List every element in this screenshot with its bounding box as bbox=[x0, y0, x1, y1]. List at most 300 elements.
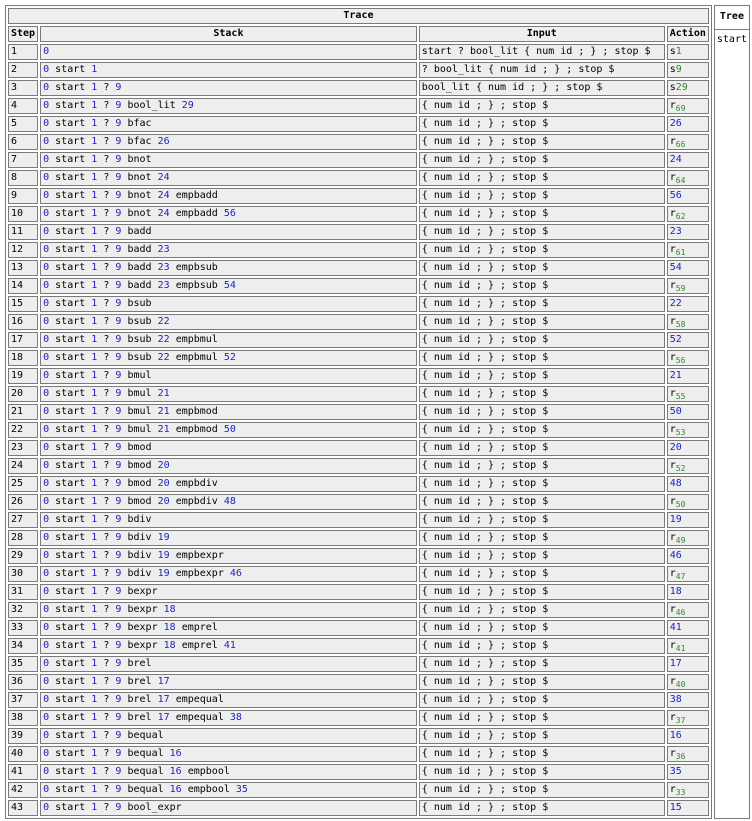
stack-symbol: bmod bbox=[127, 496, 152, 507]
input-cell: { num id ; } ; stop $ bbox=[419, 278, 665, 294]
stack-state: 0 bbox=[43, 532, 50, 543]
stack-state: 16 bbox=[169, 784, 182, 795]
table-row bbox=[8, 512, 709, 528]
stack-symbol: empbdiv bbox=[175, 478, 218, 489]
stack-symbol: empbadd bbox=[175, 208, 218, 219]
stack-symbol: start bbox=[55, 460, 86, 471]
reduce-letter: r bbox=[669, 208, 676, 219]
stack-state: 0 bbox=[43, 334, 50, 345]
stack-state: 0 bbox=[43, 442, 50, 453]
step-cell: 26 bbox=[8, 494, 38, 510]
stack-state: 1 bbox=[91, 316, 98, 327]
reduce-letter: r bbox=[669, 784, 676, 795]
table-row bbox=[8, 404, 709, 420]
step-cell: 9 bbox=[8, 188, 38, 204]
stack-state: 1 bbox=[91, 154, 98, 165]
stack-state: 9 bbox=[115, 262, 122, 273]
stack-symbol: ? bbox=[103, 208, 110, 219]
stack-cell bbox=[40, 152, 417, 168]
reduce-letter: r bbox=[669, 244, 676, 255]
stack-state: 22 bbox=[157, 316, 170, 327]
stack-state: 17 bbox=[157, 676, 170, 687]
reduce-rule: 33 bbox=[675, 788, 686, 797]
stack-state: 9 bbox=[115, 712, 122, 723]
table-row bbox=[8, 62, 709, 78]
input-cell: { num id ; } ; stop $ bbox=[419, 548, 665, 564]
trace-table bbox=[6, 6, 711, 818]
stack-state: 1 bbox=[91, 82, 98, 93]
stack-state: 1 bbox=[91, 64, 98, 75]
stack-symbol: ? bbox=[103, 766, 110, 777]
input-cell: { num id ; } ; stop $ bbox=[419, 566, 665, 582]
action-cell bbox=[667, 800, 709, 816]
goto-target: 16 bbox=[669, 730, 682, 741]
stack-symbol: start bbox=[55, 298, 86, 309]
stack-state: 9 bbox=[115, 244, 122, 255]
input-cell: { num id ; } ; stop $ bbox=[419, 476, 665, 492]
stack-state: 0 bbox=[43, 388, 50, 399]
input-cell: { num id ; } ; stop $ bbox=[419, 764, 665, 780]
stack-symbol: emprel bbox=[181, 622, 218, 633]
stack-symbol: empequal bbox=[175, 712, 224, 723]
table-row bbox=[8, 152, 709, 168]
input-cell: { num id ; } ; stop $ bbox=[419, 134, 665, 150]
action-cell bbox=[667, 188, 709, 204]
stack-symbol: badd bbox=[127, 244, 152, 255]
stack-state: 0 bbox=[43, 316, 50, 327]
stack-cell bbox=[40, 422, 417, 438]
stack-state: 0 bbox=[43, 190, 50, 201]
stack-symbol: start bbox=[55, 622, 86, 633]
step-cell: 41 bbox=[8, 764, 38, 780]
step-cell: 12 bbox=[8, 242, 38, 258]
stack-symbol: empequal bbox=[175, 694, 224, 705]
stack-symbol: bdiv bbox=[127, 514, 152, 525]
stack-symbol: bfac bbox=[127, 118, 152, 129]
stack-state: 9 bbox=[115, 532, 122, 543]
step-cell: 42 bbox=[8, 782, 38, 798]
stack-state: 0 bbox=[43, 406, 50, 417]
action-cell bbox=[667, 746, 709, 762]
stack-state: 0 bbox=[43, 550, 50, 561]
stack-state: 1 bbox=[91, 424, 98, 435]
stack-symbol: empbadd bbox=[175, 190, 218, 201]
action-cell bbox=[667, 404, 709, 420]
step-cell: 20 bbox=[8, 386, 38, 402]
stack-cell bbox=[40, 566, 417, 582]
stack-symbol: empbsub bbox=[175, 262, 218, 273]
stack-cell bbox=[40, 368, 417, 384]
stack-state: 1 bbox=[91, 622, 98, 633]
stack-symbol: start bbox=[55, 352, 86, 363]
shift-letter: s bbox=[669, 82, 676, 93]
stack-symbol: bdiv bbox=[127, 550, 152, 561]
stack-state: 9 bbox=[115, 676, 122, 687]
stack-state: 9 bbox=[115, 226, 122, 237]
stack-symbol: bsub bbox=[127, 298, 152, 309]
stack-state: 9 bbox=[115, 424, 122, 435]
stack-state: 35 bbox=[235, 784, 248, 795]
step-cell: 38 bbox=[8, 710, 38, 726]
table-row bbox=[8, 692, 709, 708]
action-cell bbox=[667, 422, 709, 438]
stack-symbol: start bbox=[55, 262, 86, 273]
stack-state: 9 bbox=[115, 748, 122, 759]
goto-target: 20 bbox=[669, 442, 682, 453]
stack-symbol: brel bbox=[127, 712, 152, 723]
reduce-letter: r bbox=[669, 100, 676, 111]
input-cell: { num id ; } ; stop $ bbox=[419, 530, 665, 546]
reduce-rule: 37 bbox=[675, 716, 686, 725]
action-cell bbox=[667, 62, 709, 78]
table-row bbox=[8, 800, 709, 816]
stack-symbol: bsub bbox=[127, 352, 152, 363]
stack-state: 9 bbox=[115, 208, 122, 219]
stack-state: 16 bbox=[169, 766, 182, 777]
stack-state: 9 bbox=[115, 658, 122, 669]
stack-state: 0 bbox=[43, 64, 50, 75]
step-cell: 3 bbox=[8, 80, 38, 96]
stack-symbol: ? bbox=[103, 460, 110, 471]
goto-target: 46 bbox=[669, 550, 682, 561]
table-row bbox=[8, 458, 709, 474]
stack-state: 0 bbox=[43, 280, 50, 291]
tree-title: Tree bbox=[715, 6, 749, 30]
stack-cell bbox=[40, 656, 417, 672]
step-cell: 34 bbox=[8, 638, 38, 654]
reduce-rule: 50 bbox=[675, 500, 686, 509]
stack-symbol: start bbox=[55, 226, 86, 237]
input-cell: { num id ; } ; stop $ bbox=[419, 800, 665, 816]
stack-state: 16 bbox=[169, 748, 182, 759]
input-cell: { num id ; } ; stop $ bbox=[419, 386, 665, 402]
stack-symbol: bnot bbox=[127, 154, 152, 165]
stack-symbol: start bbox=[55, 280, 86, 291]
step-cell: 43 bbox=[8, 800, 38, 816]
stack-symbol: bmod bbox=[127, 460, 152, 471]
stack-state: 9 bbox=[115, 640, 122, 651]
reduce-rule: 66 bbox=[675, 140, 686, 149]
table-row bbox=[8, 224, 709, 240]
stack-symbol: ? bbox=[103, 190, 110, 201]
stack-state: 0 bbox=[43, 766, 50, 777]
stack-state: 20 bbox=[157, 460, 170, 471]
stack-symbol: bmul bbox=[127, 406, 152, 417]
step-cell: 11 bbox=[8, 224, 38, 240]
action-cell bbox=[667, 134, 709, 150]
stack-state: 1 bbox=[91, 586, 98, 597]
stack-state: 20 bbox=[157, 496, 170, 507]
input-cell: { num id ; } ; stop $ bbox=[419, 656, 665, 672]
action-cell bbox=[667, 530, 709, 546]
table-row bbox=[8, 332, 709, 348]
reduce-rule: 52 bbox=[675, 464, 686, 473]
stack-cell bbox=[40, 620, 417, 636]
stack-state: 1 bbox=[91, 478, 98, 489]
stack-symbol: ? bbox=[103, 550, 110, 561]
stack-state: 23 bbox=[157, 262, 170, 273]
reduce-letter: r bbox=[669, 460, 676, 471]
stack-cell bbox=[40, 674, 417, 690]
stack-state: 0 bbox=[43, 622, 50, 633]
stack-state: 9 bbox=[115, 460, 122, 471]
table-row bbox=[8, 44, 709, 60]
reduce-letter: r bbox=[669, 172, 676, 183]
reduce-letter: r bbox=[669, 604, 676, 615]
goto-target: 17 bbox=[669, 658, 682, 669]
stack-cell bbox=[40, 44, 417, 60]
action-cell bbox=[667, 278, 709, 294]
table-row bbox=[8, 314, 709, 330]
table-row bbox=[8, 476, 709, 492]
stack-cell bbox=[40, 494, 417, 510]
reduce-letter: r bbox=[669, 352, 676, 363]
stack-cell bbox=[40, 440, 417, 456]
stack-symbol: start bbox=[55, 676, 86, 687]
stack-cell bbox=[40, 530, 417, 546]
stack-state: 1 bbox=[91, 730, 98, 741]
stack-state: 9 bbox=[115, 370, 122, 381]
stack-symbol: ? bbox=[103, 334, 110, 345]
goto-target: 48 bbox=[669, 478, 682, 489]
stack-state: 9 bbox=[115, 622, 122, 633]
stack-state: 0 bbox=[43, 244, 50, 255]
stack-symbol: ? bbox=[103, 640, 110, 651]
stack-symbol: ? bbox=[103, 226, 110, 237]
stack-state: 24 bbox=[157, 190, 170, 201]
input-cell: { num id ; } ; stop $ bbox=[419, 674, 665, 690]
table-row bbox=[8, 584, 709, 600]
stack-state: 9 bbox=[115, 730, 122, 741]
stack-state: 9 bbox=[115, 136, 122, 147]
reduce-rule: 36 bbox=[675, 752, 686, 761]
stack-cell bbox=[40, 638, 417, 654]
reduce-letter: r bbox=[669, 424, 676, 435]
stack-state: 1 bbox=[91, 676, 98, 687]
stack-cell bbox=[40, 260, 417, 276]
stack-symbol: bequal bbox=[127, 766, 164, 777]
stack-state: 1 bbox=[91, 802, 98, 813]
step-cell: 36 bbox=[8, 674, 38, 690]
table-row bbox=[8, 746, 709, 762]
stack-state: 0 bbox=[43, 640, 50, 651]
stack-cell bbox=[40, 296, 417, 312]
input-cell: { num id ; } ; stop $ bbox=[419, 170, 665, 186]
step-cell: 24 bbox=[8, 458, 38, 474]
stack-state: 9 bbox=[115, 298, 122, 309]
stack-symbol: bexpr bbox=[127, 622, 158, 633]
input-cell: bool_lit { num id ; } ; stop $ bbox=[419, 80, 665, 96]
input-cell: { num id ; } ; stop $ bbox=[419, 728, 665, 744]
stack-symbol: start bbox=[55, 748, 86, 759]
shift-letter: s bbox=[669, 46, 676, 57]
stack-state: 1 bbox=[91, 334, 98, 345]
stack-symbol: start bbox=[55, 190, 86, 201]
table-row bbox=[8, 710, 709, 726]
stack-symbol: empbmul bbox=[175, 352, 218, 363]
stack-state: 9 bbox=[115, 442, 122, 453]
stack-symbol: start bbox=[55, 172, 86, 183]
action-cell bbox=[667, 296, 709, 312]
stack-state: 1 bbox=[91, 190, 98, 201]
stack-symbol: start bbox=[55, 712, 86, 723]
stack-cell bbox=[40, 782, 417, 798]
reduce-letter: r bbox=[669, 316, 676, 327]
stack-state: 9 bbox=[115, 172, 122, 183]
input-cell: { num id ; } ; stop $ bbox=[419, 638, 665, 654]
input-cell: { num id ; } ; stop $ bbox=[419, 602, 665, 618]
stack-cell bbox=[40, 134, 417, 150]
stack-symbol: empbool bbox=[187, 766, 230, 777]
step-cell: 39 bbox=[8, 728, 38, 744]
reduce-rule: 40 bbox=[675, 680, 686, 689]
stack-state: 48 bbox=[223, 496, 236, 507]
reduce-rule: 56 bbox=[675, 356, 686, 365]
stack-symbol: start bbox=[55, 406, 86, 417]
stack-cell bbox=[40, 692, 417, 708]
table-row bbox=[8, 548, 709, 564]
input-cell: start ? bool_lit { num id ; } ; stop $ bbox=[419, 44, 665, 60]
reduce-rule: 58 bbox=[675, 320, 686, 329]
table-row bbox=[8, 368, 709, 384]
stack-symbol: ? bbox=[103, 388, 110, 399]
stack-cell bbox=[40, 584, 417, 600]
stack-state: 0 bbox=[43, 568, 50, 579]
stack-symbol: ? bbox=[103, 586, 110, 597]
stack-symbol: ? bbox=[103, 712, 110, 723]
stack-cell bbox=[40, 278, 417, 294]
trace-container bbox=[5, 5, 712, 819]
stack-symbol: bexpr bbox=[127, 640, 158, 651]
stack-state: 9 bbox=[115, 118, 122, 129]
stack-cell bbox=[40, 710, 417, 726]
action-cell bbox=[667, 332, 709, 348]
stack-symbol: start bbox=[55, 154, 86, 165]
stack-symbol: bequal bbox=[127, 730, 164, 741]
table-row bbox=[8, 296, 709, 312]
stack-cell bbox=[40, 746, 417, 762]
stack-state: 21 bbox=[157, 424, 170, 435]
action-cell bbox=[667, 116, 709, 132]
stack-cell bbox=[40, 728, 417, 744]
stack-symbol: ? bbox=[103, 82, 110, 93]
table-row bbox=[8, 764, 709, 780]
stack-state: 1 bbox=[91, 118, 98, 129]
stack-state: 9 bbox=[115, 694, 122, 705]
input-cell: { num id ; } ; stop $ bbox=[419, 188, 665, 204]
action-cell bbox=[667, 314, 709, 330]
stack-state: 22 bbox=[157, 352, 170, 363]
stack-symbol: empbool bbox=[187, 784, 230, 795]
reduce-rule: 64 bbox=[675, 176, 686, 185]
stack-symbol: bexpr bbox=[127, 604, 158, 615]
reduce-rule: 46 bbox=[675, 608, 686, 617]
stack-state: 9 bbox=[115, 802, 122, 813]
stack-symbol: emprel bbox=[181, 640, 218, 651]
stack-symbol: start bbox=[55, 640, 86, 651]
step-cell: 40 bbox=[8, 746, 38, 762]
trace-rows bbox=[8, 44, 709, 816]
stack-symbol: bmod bbox=[127, 478, 152, 489]
stack-state: 1 bbox=[91, 532, 98, 543]
action-cell bbox=[667, 386, 709, 402]
stack-symbol: start bbox=[55, 514, 86, 525]
stack-symbol: ? bbox=[103, 730, 110, 741]
stack-state: 1 bbox=[91, 784, 98, 795]
stack-state: 9 bbox=[115, 478, 122, 489]
stack-state: 1 bbox=[91, 244, 98, 255]
stack-state: 1 bbox=[91, 208, 98, 219]
action-cell bbox=[667, 152, 709, 168]
stack-state: 1 bbox=[91, 460, 98, 471]
stack-state: 23 bbox=[157, 244, 170, 255]
stack-symbol: ? bbox=[103, 802, 110, 813]
stack-state: 1 bbox=[91, 658, 98, 669]
table-row bbox=[8, 782, 709, 798]
step-cell: 1 bbox=[8, 44, 38, 60]
stack-state: 41 bbox=[223, 640, 236, 651]
stack-state: 20 bbox=[157, 478, 170, 489]
step-cell: 27 bbox=[8, 512, 38, 528]
stack-symbol: ? bbox=[103, 424, 110, 435]
goto-target: 19 bbox=[669, 514, 682, 525]
stack-symbol: ? bbox=[103, 352, 110, 363]
stack-symbol: ? bbox=[103, 532, 110, 543]
action-cell bbox=[667, 44, 709, 60]
stack-state: 9 bbox=[115, 406, 122, 417]
input-cell: { num id ; } ; stop $ bbox=[419, 152, 665, 168]
reduce-rule: 53 bbox=[675, 428, 686, 437]
stack-symbol: ? bbox=[103, 406, 110, 417]
stack-symbol: ? bbox=[103, 622, 110, 633]
step-cell: 19 bbox=[8, 368, 38, 384]
stack-state: 0 bbox=[43, 136, 50, 147]
reduce-rule: 61 bbox=[675, 248, 686, 257]
input-cell: { num id ; } ; stop $ bbox=[419, 620, 665, 636]
stack-symbol: ? bbox=[103, 172, 110, 183]
stack-symbol: ? bbox=[103, 100, 110, 111]
stack-symbol: bnot bbox=[127, 172, 152, 183]
input-cell: { num id ; } ; stop $ bbox=[419, 260, 665, 276]
stack-symbol: bsub bbox=[127, 316, 152, 327]
stack-symbol: start bbox=[55, 424, 86, 435]
step-cell: 32 bbox=[8, 602, 38, 618]
stack-symbol: empbsub bbox=[175, 280, 218, 291]
stack-symbol: empbmod bbox=[175, 424, 218, 435]
stack-cell bbox=[40, 764, 417, 780]
goto-target: 56 bbox=[669, 190, 682, 201]
stack-symbol: ? bbox=[103, 694, 110, 705]
stack-state: 18 bbox=[163, 622, 176, 633]
reduce-letter: r bbox=[669, 712, 676, 723]
stack-symbol: start bbox=[55, 244, 86, 255]
reduce-letter: r bbox=[669, 388, 676, 399]
stack-symbol: bool_lit bbox=[127, 100, 176, 111]
trace-title: Trace bbox=[8, 8, 709, 24]
table-row bbox=[8, 530, 709, 546]
stack-symbol: bdiv bbox=[127, 568, 152, 579]
stack-symbol: empbdiv bbox=[175, 496, 218, 507]
stack-symbol: ? bbox=[103, 604, 110, 615]
stack-symbol: start bbox=[55, 82, 86, 93]
step-cell: 33 bbox=[8, 620, 38, 636]
trace-panel bbox=[3, 3, 752, 821]
stack-state: 1 bbox=[91, 388, 98, 399]
stack-cell bbox=[40, 98, 417, 114]
stack-symbol: empbexpr bbox=[175, 568, 224, 579]
reduce-rule: 47 bbox=[675, 572, 686, 581]
shift-target: 9 bbox=[675, 64, 682, 75]
